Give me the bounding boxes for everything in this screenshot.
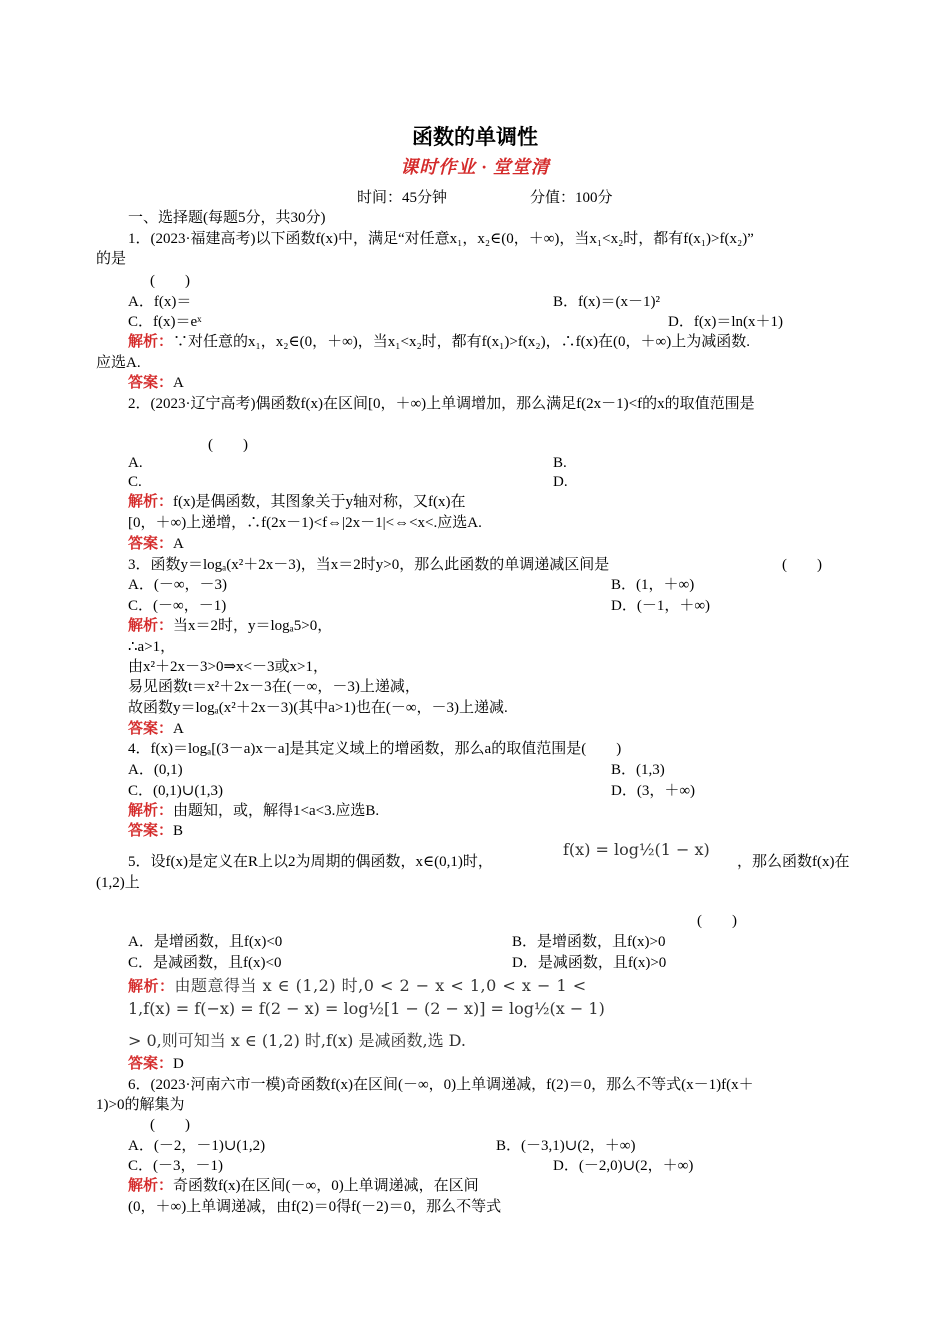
q3-stem-line1: 3．函数y＝logₐ(x²＋2x－3)，当x＝2时y>0，那么此函数的单调递减区间是 (128, 557, 610, 573)
q5-analysis-line3: > 0,则可知当 x ∈ (1,2) 时,f(x) 是减函数,选 D. (128, 1031, 467, 1050)
time-info: 时间：45分钟 (357, 190, 448, 206)
q3-analysis-line5: 故函数y＝logₐ(x²＋2x－3)(其中a>1)也在(－∞，－3)上递减. (128, 700, 508, 716)
q4-analysis-label: 解析： (128, 803, 174, 819)
section-heading: 一、选择题(每题5分，共30分) (128, 210, 326, 226)
q1-option-a: A．f(x)＝ (128, 294, 192, 310)
q1-option-d: D．f(x)＝ln(x＋1) (668, 314, 783, 330)
q5-analysis-line1: 由题意得当 x ∈ (1,2) 时,0 < 2 − x < 1,0 < x − 1 < (174, 976, 587, 995)
q3-option-c: C．(－∞，－1) (128, 598, 227, 614)
q5-stem-line2: (1,2)上 (96, 875, 140, 891)
q6-option-d: D．(－2,0)∪(2，＋∞) (553, 1158, 694, 1174)
q3-option-d: D．(－1，＋∞) (611, 598, 711, 614)
q3-analysis-line2: ∴a>1， (128, 639, 176, 655)
q6-bracket: ( ) (150, 1117, 190, 1133)
q3-analysis-line1: 当x＝2时，y＝logₐ5>0， (173, 618, 333, 634)
q5-option-a: A．是增函数，且f(x)<0 (128, 934, 283, 950)
q3-analysis-line4: 易见函数t＝x²＋2x－3在(－∞，－3)上递减， (128, 679, 420, 695)
q1-stem-line2: 的是 (96, 251, 127, 267)
q5-bracket: ( ) (697, 913, 737, 929)
q5-answer-label: 答案： (128, 1056, 174, 1072)
score-info: 分值：100分 (530, 190, 613, 206)
q1-analysis-line2: 应选A. (96, 355, 141, 371)
q3-bracket: ( ) (782, 557, 822, 573)
q1-stem-line1: 1．(2023·福建高考)以下函数f(x)中，满足“对任意x₁，x₂∈(0，＋∞)，当x₁<x₂时，都有f(x₁)>f(x₂)” (128, 231, 754, 247)
q4-analysis-line1: 由题知，或，解得1<a<3.应选B. (173, 803, 380, 819)
q6-option-c: C．(－3，－1) (128, 1158, 223, 1174)
q4-option-a: A．(0,1) (128, 762, 183, 778)
q5-stem-formula: f(x) = log½(1 − x) (563, 840, 710, 859)
q5-answer: D (173, 1056, 184, 1072)
q1-option-c: C．f(x)＝eˣ (128, 314, 202, 330)
q2-option-b: B. (553, 455, 567, 471)
q2-bracket: ( ) (208, 437, 248, 453)
q1-answer: A (173, 375, 184, 391)
q4-answer: B (173, 823, 184, 839)
q2-answer: A (173, 536, 184, 552)
q6-stem-line1: 6．(2023·河南六市一模)奇函数f(x)在区间(－∞，0)上单调递减，f(2)＝0，那么不等式(x－1)f(x＋ (128, 1077, 754, 1093)
q3-answer-label: 答案： (128, 721, 174, 737)
q1-bracket: ( ) (150, 273, 190, 289)
q2-analysis-line2: [0，＋∞)上递增，∴f(2x－1)<f⇔|2x－1|<⇔<x<.应选A. (128, 515, 482, 531)
q5-analysis-line2: 1,f(x) = f(−x) = f(2 − x) = log½[1 − (2 − x)] = log½(x − 1) (128, 999, 605, 1018)
q6-analysis-line1: 奇函数f(x)在区间(－∞，0)上单调递减，在区间 (173, 1178, 479, 1194)
q5-option-d: D．是减函数，且f(x)>0 (512, 955, 667, 971)
q6-stem-line2: 1)>0的解集为 (96, 1097, 185, 1113)
q5-stem-line1: 5．设f(x)是定义在R上以2为周期的偶函数，x∈(0,1)时， (128, 854, 493, 870)
q2-option-c: C. (128, 474, 142, 490)
q6-option-a: A．(－2，－1)∪(1,2) (128, 1138, 266, 1154)
q5-option-b: B．是增函数，且f(x)>0 (512, 934, 666, 950)
q4-stem-line1: 4．f(x)＝logₐ[(3－a)x－a]是其定义域上的增函数，那么a的取值范围是( ) (128, 741, 622, 757)
q5-analysis-label: 解析： (128, 979, 175, 995)
q2-analysis-line1: f(x)是偶函数，其图象关于y轴对称，又f(x)在 (173, 494, 466, 510)
page-title: 函数的单调性 (412, 125, 538, 149)
page-subtitle: 课时作业 · 堂堂清 (400, 157, 550, 177)
q6-analysis-label: 解析： (128, 1178, 174, 1194)
q1-answer-label: 答案： (128, 375, 174, 391)
q3-answer: A (173, 721, 184, 737)
q4-option-b: B．(1,3) (611, 762, 665, 778)
q5-stem-line1b: ，那么函数f(x)在 (737, 854, 850, 870)
q1-option-b: B．f(x)＝(x－1)² (553, 294, 660, 310)
q2-option-d: D. (553, 474, 568, 490)
q3-analysis-line3: 由x²＋2x－3>0⇒x<－3或x>1， (128, 659, 328, 675)
q4-option-c: C．(0,1)∪(1,3) (128, 783, 224, 799)
q2-stem-line1: 2．(2023·辽宁高考)偶函数f(x)在区间[0，＋∞)上单调增加，那么满足f(2x－1)<f的x的取值范围是 (128, 396, 755, 412)
q1-analysis-label: 解析： (128, 334, 174, 350)
q2-analysis-label: 解析： (128, 494, 174, 510)
q3-option-a: A．(－∞，－3) (128, 577, 228, 593)
q1-analysis-line1: ∵对任意的x₁，x₂∈(0，＋∞)，当x₁<x₂时，都有f(x₁)>f(x₂)，∴f(x)在(0，＋∞)上为减函数. (173, 334, 750, 350)
q4-option-d: D．(3，＋∞) (611, 783, 696, 799)
q6-analysis-line2: (0，＋∞)上单调递减，由f(2)＝0得f(－2)＝0，那么不等式 (128, 1199, 502, 1215)
q5-option-c: C．是减函数，且f(x)<0 (128, 955, 282, 971)
q4-answer-label: 答案： (128, 823, 174, 839)
q2-option-a: A. (128, 455, 143, 471)
q6-option-b: B．(－3,1)∪(2，＋∞) (496, 1138, 636, 1154)
q3-analysis-label: 解析： (128, 618, 174, 634)
q3-option-b: B．(1，＋∞) (611, 577, 695, 593)
q2-answer-label: 答案： (128, 536, 174, 552)
